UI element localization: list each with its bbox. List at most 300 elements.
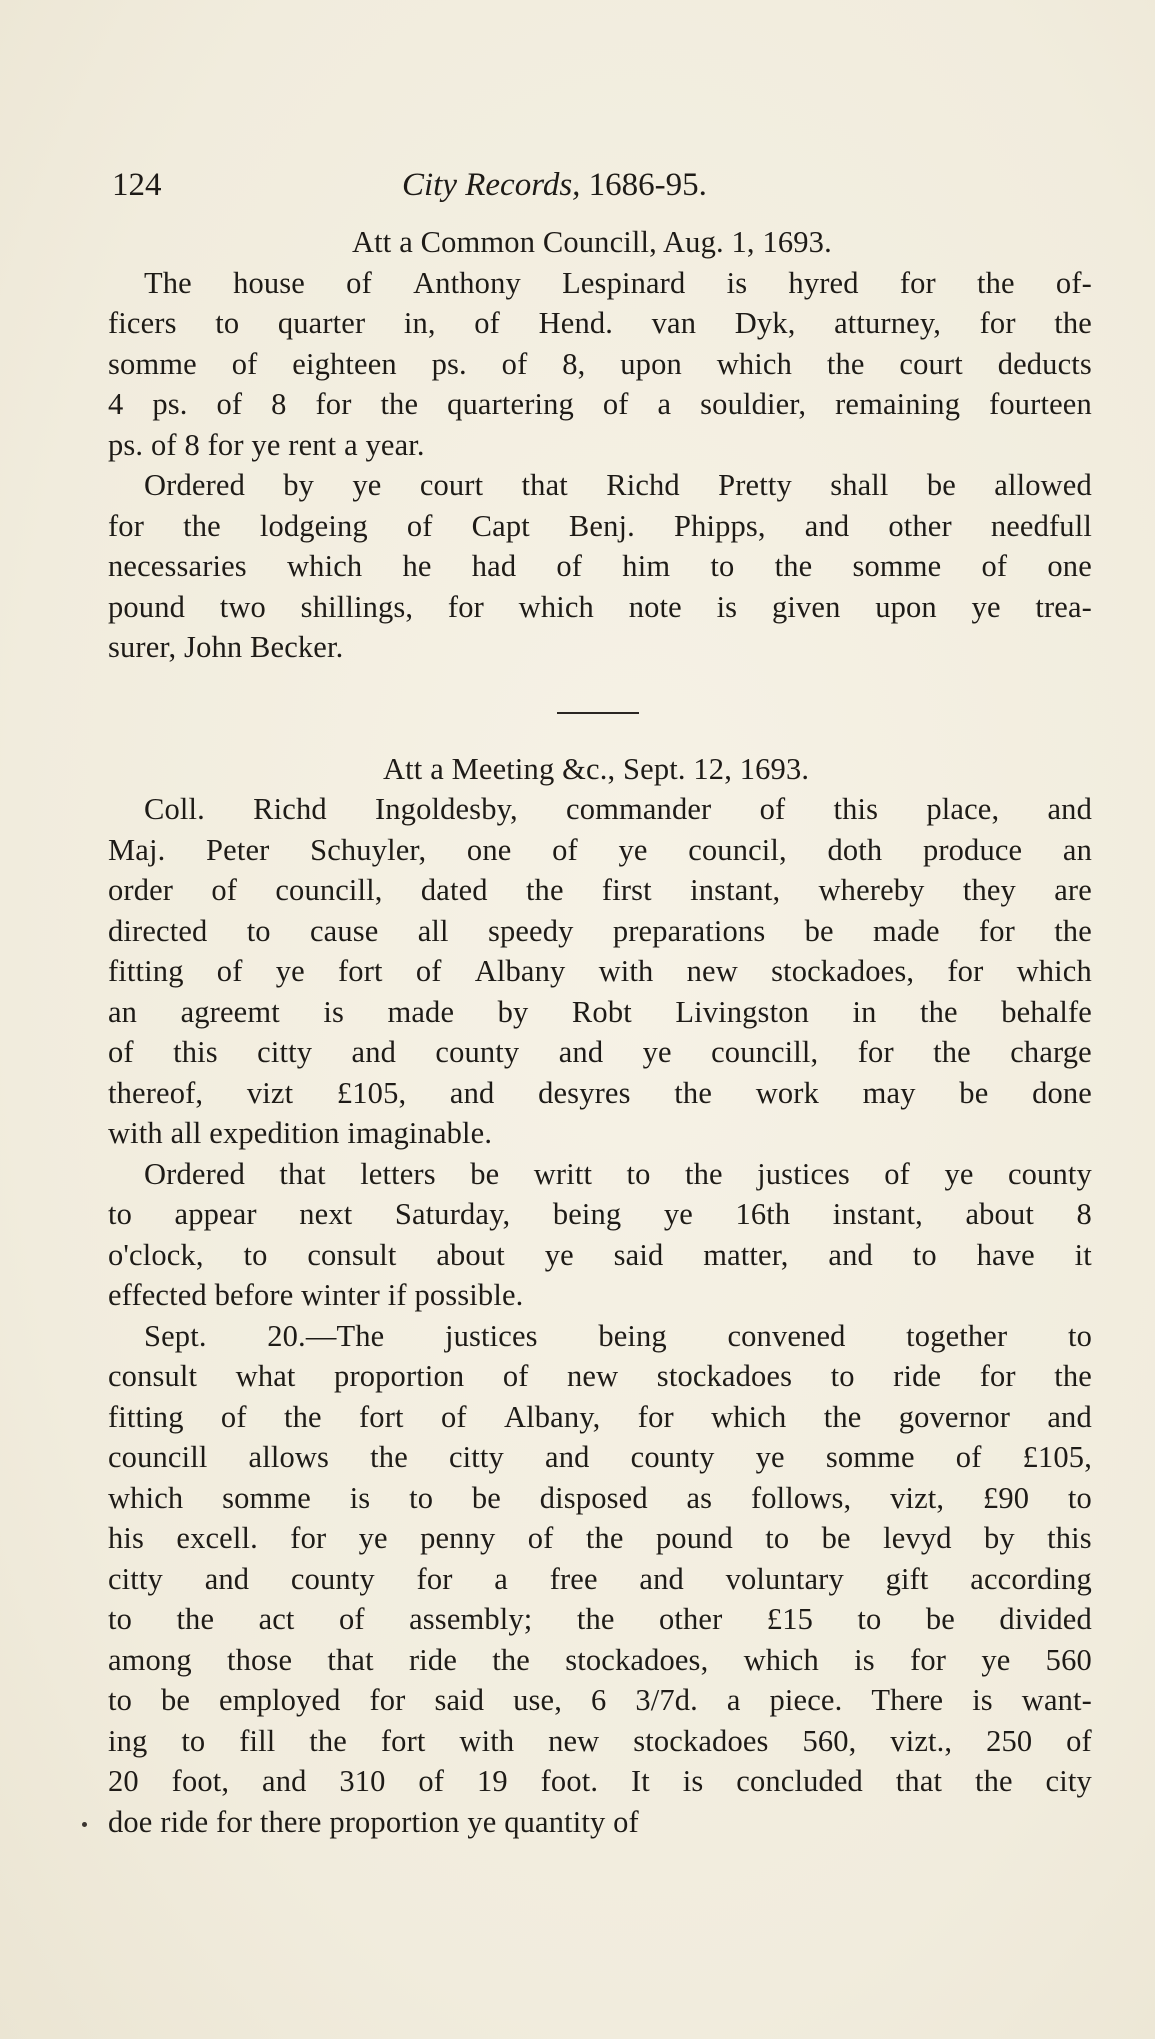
word: council, [688, 832, 787, 867]
word: of [602, 387, 629, 421]
word: the [1054, 1359, 1092, 1393]
word: Lespinard [562, 265, 686, 300]
word: ye [358, 1521, 388, 1555]
word: for [637, 1399, 674, 1434]
word: and [639, 1561, 684, 1596]
word: speedy [487, 913, 574, 948]
word: instant, [832, 1197, 923, 1231]
word: fourteen [989, 387, 1092, 421]
word: to [243, 1237, 268, 1272]
text-line [108, 1073, 1092, 1114]
word: an [1062, 832, 1092, 867]
section-aug-1 [108, 263, 1092, 668]
word: upon [875, 589, 937, 624]
word: that [895, 1764, 943, 1798]
word: that [327, 1642, 374, 1677]
word: given [771, 589, 841, 624]
word: fill [239, 1723, 276, 1758]
word: which [711, 1399, 787, 1434]
word: cause [309, 913, 379, 948]
word: vizt, [890, 1480, 945, 1515]
text-line: surer, John Becker. [108, 630, 344, 664]
word: be [804, 913, 834, 948]
word: for [315, 387, 352, 421]
word: £105, [336, 1075, 407, 1110]
word: his [108, 1521, 145, 1555]
word: ye [944, 1156, 974, 1191]
text-line [108, 1518, 1092, 1559]
word: ye [663, 1197, 693, 1231]
word: place, [926, 792, 1000, 826]
word: Schuyler, [310, 832, 427, 867]
word: preparations [612, 913, 766, 948]
word: Benj. [568, 508, 635, 543]
word: of- [1055, 265, 1092, 300]
word: be [959, 1075, 989, 1110]
word: by [497, 994, 529, 1029]
word: made [872, 913, 940, 948]
word: citty [108, 1561, 163, 1596]
word: allowed [994, 468, 1092, 502]
word: ye [981, 1642, 1011, 1677]
text-line [108, 992, 1092, 1033]
word: the [176, 1602, 215, 1636]
word: 19 [476, 1764, 508, 1798]
word: gift [885, 1561, 929, 1596]
word: of [552, 832, 578, 867]
word: to [912, 1237, 937, 1272]
word: for [978, 913, 1015, 948]
word: Albany [474, 954, 566, 988]
running-title-italic: City Records, [402, 167, 581, 203]
word: for [899, 265, 936, 300]
word: the [974, 1764, 1013, 1798]
word: consult [307, 1237, 397, 1272]
word: have [976, 1237, 1035, 1272]
word: which [518, 589, 594, 624]
word: for [447, 589, 484, 624]
word: the [492, 1642, 530, 1677]
word: somme [825, 1440, 915, 1474]
word: other [658, 1602, 723, 1636]
word: for [108, 508, 145, 543]
word: 3/7d. [635, 1683, 698, 1717]
text-line [108, 1680, 1092, 1721]
word: are [1054, 873, 1092, 907]
word: which [287, 549, 363, 583]
word: court [419, 468, 484, 502]
word: ing [108, 1723, 148, 1758]
word: had [471, 549, 517, 583]
word: county [1007, 1156, 1092, 1191]
text-line [108, 1356, 1092, 1397]
word: penny [420, 1521, 496, 1555]
word: atturney, [834, 306, 942, 340]
word: to [857, 1602, 882, 1636]
word: the [1054, 306, 1092, 340]
word: and [351, 1035, 397, 1069]
word: one [466, 832, 512, 867]
word: it [1074, 1237, 1092, 1272]
word: vizt., [890, 1723, 953, 1758]
text-line: with all expedition imaginable. [108, 1116, 493, 1150]
word: for [416, 1561, 453, 1596]
word: for [369, 1683, 406, 1717]
word: the [380, 387, 419, 421]
word: and [545, 1440, 590, 1474]
word: 4 [108, 387, 124, 421]
word: is [349, 1480, 371, 1515]
text-line [108, 1761, 1092, 1802]
word: fort [358, 1399, 404, 1434]
word: souldier, [700, 387, 807, 421]
word: about [436, 1237, 505, 1272]
word: charge [1010, 1035, 1092, 1069]
word: stockadoes [633, 1723, 769, 1758]
word: directed [108, 913, 208, 948]
word: There [871, 1683, 944, 1717]
word: Richd [253, 792, 327, 826]
word: of [440, 1399, 467, 1434]
word: Richd [606, 468, 680, 502]
word: Peter [206, 832, 270, 867]
word: of [108, 1035, 134, 1069]
word: and [1047, 792, 1092, 826]
word: to [246, 913, 271, 948]
word: new [686, 954, 738, 988]
word: which [1016, 954, 1092, 988]
text-line [108, 830, 1092, 871]
word: pound [108, 589, 185, 624]
word: justices [444, 1318, 538, 1353]
word: stockadoes, [565, 1642, 709, 1677]
word: levyd [883, 1521, 952, 1555]
word: ye [618, 832, 648, 867]
word: to [710, 549, 735, 583]
text-line [108, 263, 1092, 304]
text-line: effected before winter if possible. [108, 1278, 524, 1312]
word: of [338, 1602, 365, 1636]
word: for [857, 1035, 894, 1069]
text-line [108, 1316, 1092, 1357]
word: by [283, 468, 315, 502]
text-line [108, 1721, 1092, 1762]
text-line [108, 1194, 1092, 1235]
word: a [494, 1561, 508, 1596]
text-line [108, 546, 1092, 587]
word: 8 [271, 387, 287, 421]
word: according [970, 1561, 1092, 1596]
word: an [108, 994, 138, 1029]
word: new [567, 1359, 619, 1393]
word: foot. [540, 1764, 599, 1798]
word: this [833, 792, 879, 826]
word: about [965, 1197, 1034, 1231]
word: with [598, 954, 654, 988]
word: of [216, 954, 243, 988]
text-line [108, 1640, 1092, 1681]
word: of [1066, 1723, 1092, 1758]
word: somme [222, 1480, 311, 1515]
word: as [686, 1480, 713, 1515]
word: of [406, 508, 433, 543]
word: for [947, 954, 984, 988]
word: voluntary [725, 1561, 844, 1596]
word: in, [403, 306, 436, 340]
word: of [502, 1359, 529, 1393]
body-text [108, 222, 1092, 1842]
word: £15 [766, 1602, 813, 1636]
word: stockadoes, [771, 954, 915, 988]
separator-rule [557, 712, 639, 714]
word: of [759, 792, 786, 826]
word: he [402, 549, 432, 583]
word: piece. [769, 1683, 843, 1717]
running-title [402, 163, 707, 207]
word: him [622, 549, 671, 583]
word: the [826, 346, 865, 381]
word: and [828, 1237, 873, 1272]
word: that [279, 1156, 326, 1191]
text-line [108, 1599, 1092, 1640]
word: Dyk, [734, 306, 796, 340]
word: lodgeing [259, 508, 368, 543]
word: house [233, 265, 305, 300]
word: agreemt [180, 994, 280, 1029]
text-line [108, 1154, 1092, 1195]
text-line [108, 303, 1092, 344]
word: the [685, 1156, 723, 1191]
word: the [585, 1521, 624, 1555]
word: stockadoes [656, 1359, 793, 1393]
word: made [387, 994, 455, 1029]
text-line: doe ride for there proportion ye quantity of [108, 1804, 639, 1839]
word: note [628, 589, 682, 624]
word: fort [380, 1723, 426, 1758]
word: the [774, 549, 813, 583]
word: divided [999, 1602, 1092, 1636]
word: concluded [736, 1764, 863, 1798]
word: for [910, 1642, 947, 1677]
word: somme [852, 549, 942, 583]
word: to [765, 1521, 790, 1555]
word: 560 [1045, 1642, 1092, 1677]
word: be [470, 1156, 500, 1191]
word: citty [257, 1035, 313, 1069]
word: of [884, 1156, 910, 1191]
word: Sept. [144, 1318, 207, 1353]
word: which [108, 1480, 184, 1515]
word: quarter [277, 306, 366, 340]
word: Hend. [538, 306, 614, 340]
word: thereof, [108, 1075, 204, 1110]
word: citty [448, 1440, 504, 1474]
word: and [449, 1075, 495, 1110]
word: Robt [571, 994, 632, 1029]
word: to [215, 306, 240, 340]
word: county [630, 1440, 715, 1474]
word: the [309, 1723, 347, 1758]
word: ye [352, 468, 382, 502]
word: together [906, 1318, 1008, 1353]
text-line [108, 1437, 1092, 1478]
text-line [108, 465, 1092, 506]
section-sept-12 [108, 789, 1092, 1842]
text-line [108, 1032, 1092, 1073]
text-line [108, 587, 1092, 628]
word: work [755, 1075, 819, 1110]
word: to [1067, 1318, 1092, 1353]
word: doth [827, 832, 883, 867]
word: remaining [835, 387, 961, 421]
word: shillings, [300, 589, 414, 624]
section-heading-aug-1: Att a Common Councill, Aug. 1, 1693. [352, 225, 832, 259]
text-line [108, 1235, 1092, 1276]
text-line [108, 384, 1092, 425]
word: two [219, 589, 266, 624]
word: new [548, 1723, 600, 1758]
word: Saturday, [394, 1197, 511, 1231]
word: commander [566, 792, 712, 826]
word: being [552, 1197, 622, 1231]
word: whereby [818, 873, 925, 907]
text-line [108, 344, 1092, 385]
word: vizt [246, 1075, 294, 1110]
word: justices [757, 1156, 850, 1191]
word: ye [642, 1035, 672, 1069]
word: to [108, 1602, 133, 1636]
word: upon [620, 346, 682, 381]
word: is [323, 994, 344, 1029]
word: with [459, 1723, 515, 1758]
word: this [173, 1035, 218, 1069]
word: Anthony [413, 265, 521, 300]
word: 6 [590, 1683, 607, 1717]
word: follows, [750, 1480, 852, 1515]
word: Coll. [144, 792, 205, 826]
word: deducts [997, 346, 1092, 381]
word: a [726, 1683, 741, 1717]
word: £90 [982, 1480, 1030, 1515]
word: is [716, 589, 738, 624]
word: the [283, 1399, 322, 1434]
word: of [415, 954, 442, 988]
word: ride [893, 1359, 942, 1393]
word: desyres [538, 1075, 631, 1110]
word: the [823, 1399, 862, 1434]
word: disposed [539, 1480, 648, 1515]
word: be [925, 1602, 955, 1636]
text-line [108, 1559, 1092, 1600]
word: may [862, 1075, 916, 1110]
word: behalfe [1001, 994, 1092, 1029]
word: to [1067, 1480, 1092, 1515]
text-line [108, 506, 1092, 547]
word: ye [755, 1440, 785, 1474]
text-line [108, 1397, 1092, 1438]
word: county [290, 1561, 375, 1596]
word: which [716, 346, 793, 381]
word: consult [108, 1359, 198, 1393]
word: appear [174, 1197, 257, 1231]
word: is [854, 1642, 875, 1677]
word: of [211, 873, 238, 907]
word: and [204, 1561, 250, 1596]
word: be [160, 1683, 191, 1717]
word: 16th [735, 1197, 791, 1231]
word: ps. [152, 387, 188, 421]
word: next [299, 1197, 353, 1231]
text-line [108, 870, 1092, 911]
word: to [181, 1723, 206, 1758]
word: to [108, 1197, 133, 1231]
word: the [1054, 913, 1092, 948]
word: pound [655, 1521, 733, 1555]
word: dated [420, 873, 488, 907]
word: van [651, 306, 697, 340]
word: of [216, 387, 243, 421]
word: the [920, 994, 958, 1029]
word: councill, [711, 1035, 819, 1069]
word: Albany, [503, 1399, 601, 1434]
word: excell. [176, 1521, 258, 1555]
word: for [979, 306, 1016, 340]
word: Capt [471, 508, 530, 543]
word: 20 [108, 1764, 139, 1798]
word: quartering [447, 387, 574, 421]
word: councill [108, 1440, 208, 1474]
word: councill, [275, 873, 383, 907]
word: 8, [562, 346, 586, 381]
word: of [981, 549, 1008, 583]
word: governor [898, 1399, 1011, 1434]
word: o'clock, [108, 1237, 204, 1272]
word: needfull [990, 508, 1092, 543]
word: convened [727, 1318, 846, 1353]
word: ps. [431, 346, 467, 381]
word: is [726, 265, 748, 300]
word: to [409, 1480, 434, 1515]
word: and [804, 508, 850, 543]
word: writt [533, 1156, 593, 1191]
word: 8 [1076, 1197, 1092, 1231]
word: and [262, 1764, 307, 1798]
word: 250 [986, 1723, 1033, 1758]
word: of [474, 306, 500, 340]
word: said [434, 1683, 485, 1717]
word: those [227, 1642, 293, 1677]
word: being [598, 1318, 667, 1353]
word: of [955, 1440, 982, 1474]
word: Phipps, [673, 508, 766, 543]
word: be [926, 468, 956, 502]
word: city [1045, 1764, 1092, 1798]
word: of [501, 346, 528, 381]
text-line [108, 1478, 1092, 1519]
word: the [183, 508, 221, 543]
word: said [613, 1237, 664, 1272]
word: 20.—The [267, 1318, 385, 1353]
section-heading-sept-12: Att a Meeting &c., Sept. 12, 1693. [383, 751, 810, 786]
word: 310 [339, 1764, 386, 1798]
word: all [417, 913, 449, 948]
word: is [972, 1683, 993, 1717]
word: matter, [703, 1237, 789, 1272]
word: and [1047, 1399, 1092, 1434]
word: they [962, 873, 1016, 907]
word: of [556, 549, 583, 583]
word: a [657, 387, 672, 421]
